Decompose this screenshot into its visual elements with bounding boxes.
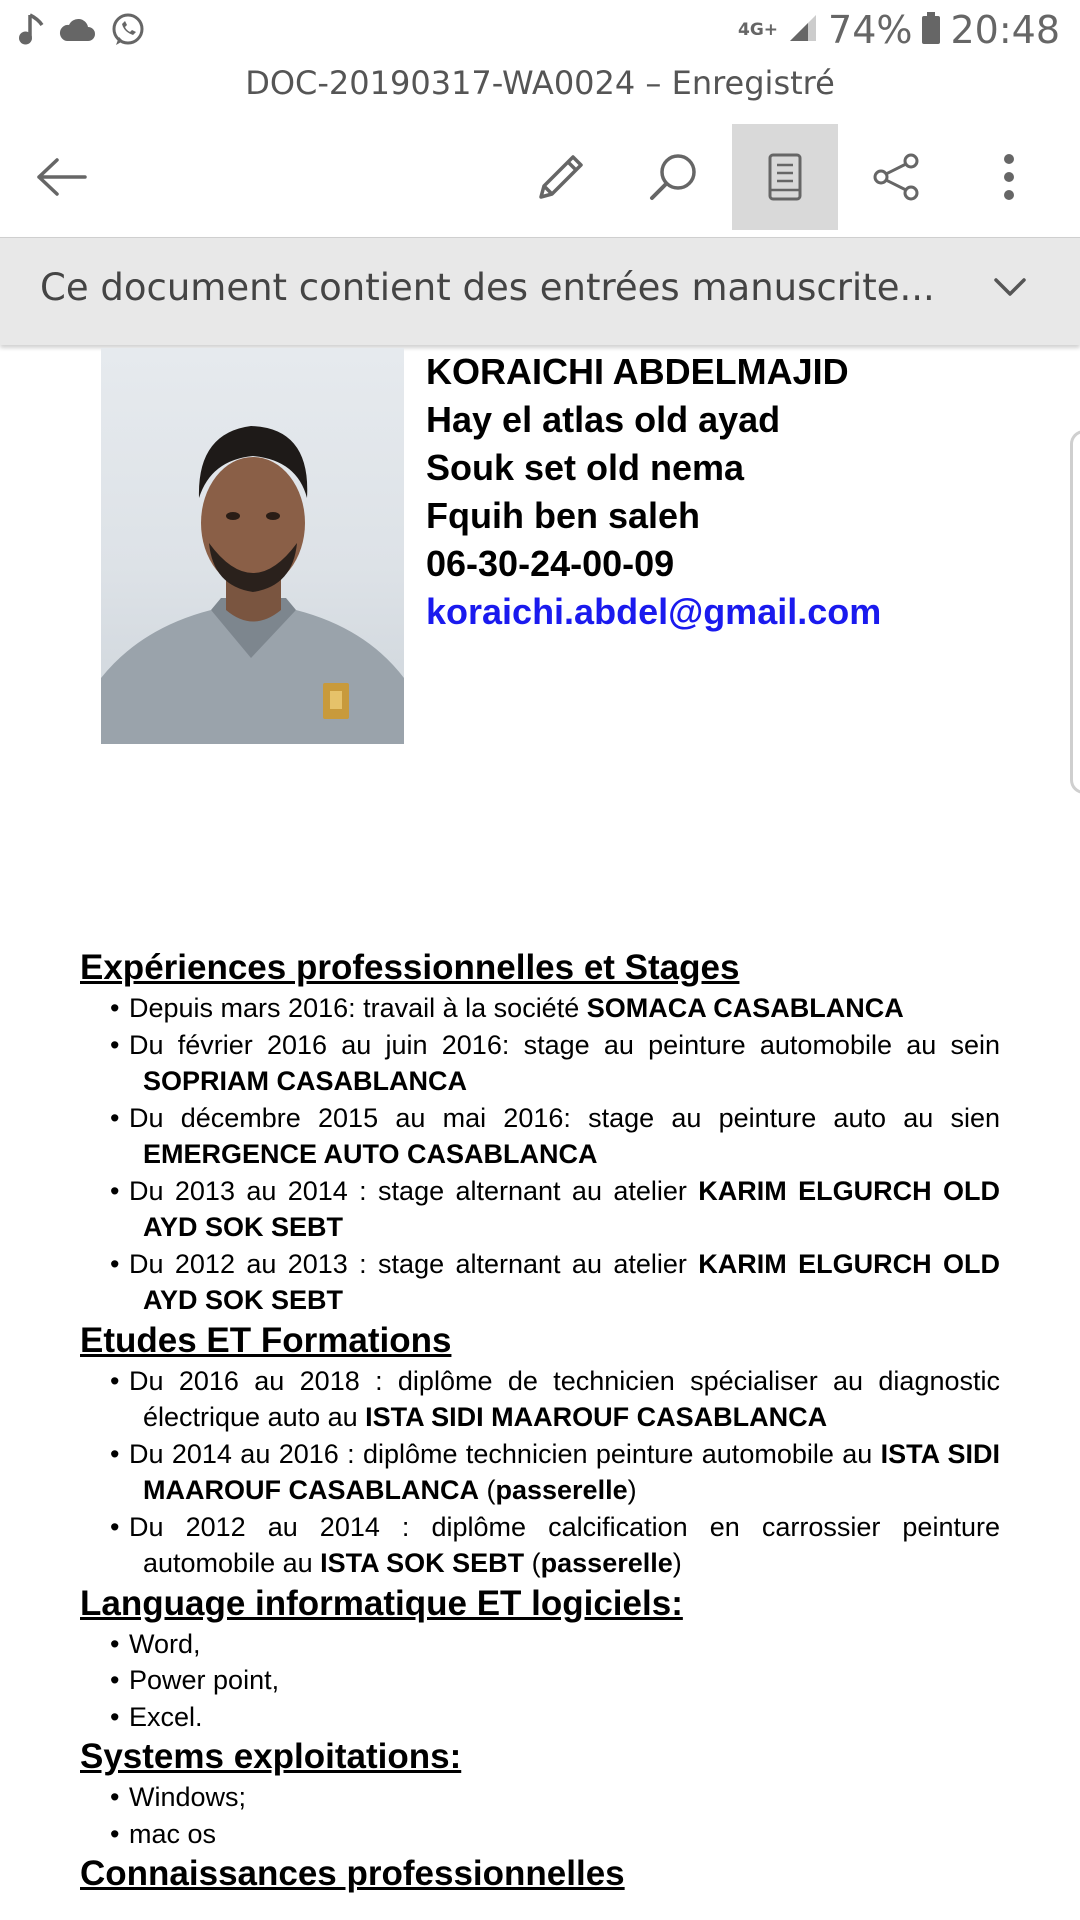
- reading-mode-button[interactable]: [732, 124, 838, 230]
- handwriting-notice-banner[interactable]: [0, 237, 1080, 345]
- search-button[interactable]: [620, 124, 726, 230]
- edit-button[interactable]: [508, 124, 614, 230]
- section-title-etudes: Etudes ET Formations: [80, 1320, 452, 1360]
- list-item: • Du 2012 au 2013 : stage alternant au atelier KARIM ELGURCH OLD AYD SOK SEBT: [80, 1246, 1000, 1319]
- etudes-list: [80, 1363, 1000, 1582]
- logiciels-list: [80, 1626, 1000, 1736]
- page-scroll-handle[interactable]: [1070, 430, 1080, 794]
- signal-icon: [788, 13, 818, 47]
- more-vert-icon: [1003, 153, 1015, 201]
- back-button[interactable]: [8, 124, 114, 230]
- email-link[interactable]: koraichi.abdel@gmail.com: [426, 591, 882, 632]
- list-item: • Du février 2016 au juin 2016: stage au peinture automobile au sein SOPRIAM CASABLANCA: [80, 1027, 1000, 1100]
- toolbar: [0, 120, 1080, 236]
- section-title-connaissances: Connaissances professionnelles: [80, 1854, 625, 1893]
- list-item: • Word,: [80, 1626, 1000, 1663]
- status-bar: [0, 0, 1080, 62]
- city: Fquih ben saleh: [426, 495, 701, 536]
- contact-block: [426, 348, 881, 636]
- list-item: • mac os: [80, 1816, 1000, 1853]
- experiences-list: [80, 990, 1000, 1319]
- reading-mode-icon: [767, 152, 803, 202]
- phone-number: 06-30-24-00-09: [426, 543, 675, 584]
- more-options-button[interactable]: [956, 124, 1062, 230]
- profile-photo: [101, 348, 404, 744]
- chevron-down-icon[interactable]: [990, 272, 1030, 307]
- battery-percent: 74%: [828, 8, 913, 52]
- back-arrow-icon: [35, 157, 87, 197]
- system-indicators: [738, 8, 1060, 52]
- section-title-systems: Systems exploitations:: [80, 1737, 462, 1776]
- music-note-icon: [18, 13, 44, 47]
- cv-body: [80, 946, 1000, 1896]
- document-viewer[interactable]: [0, 346, 1080, 1920]
- battery-icon: [922, 12, 940, 48]
- list-item: • Du 2014 au 2016 : diplôme technicien peinture automobile au ISTA SIDI MAAROUF CASABLANCA (passerelle): [80, 1436, 1000, 1509]
- clock: 20:48: [950, 8, 1060, 52]
- share-icon: [872, 152, 922, 202]
- document-title: DOC-20190317-WA0024 – Enregistré: [245, 64, 835, 102]
- list-item: • Depuis mars 2016: travail à la société SOMACA CASABLANCA: [80, 990, 1000, 1027]
- cloud-icon: [58, 17, 96, 43]
- notification-icons: [18, 12, 146, 48]
- list-item: • Power point,: [80, 1662, 1000, 1699]
- list-item: • Excel.: [80, 1699, 1000, 1736]
- list-item: • Du décembre 2015 au mai 2016: stage au peinture auto au sien EMERGENCE AUTO CASABLANCA: [80, 1100, 1000, 1173]
- list-item: • Windows;: [80, 1779, 1000, 1816]
- list-item: • Du 2013 au 2014 : stage alternant au atelier KARIM ELGURCH OLD AYD SOK SEBT: [80, 1173, 1000, 1246]
- candidate-name: KORAICHI ABDELMAJID: [426, 351, 849, 392]
- address-line-1: Hay el atlas old ayad: [426, 399, 781, 440]
- list-item: • Du 2012 au 2014 : diplôme calcification en carrossier peinture automobile au ISTA SOK SEBT (passerelle): [80, 1509, 1000, 1582]
- banner-text: Ce document contient des entrées manuscrite...: [40, 266, 935, 309]
- systems-list: [80, 1779, 1000, 1852]
- address-line-2: Souk set old nema: [426, 447, 745, 488]
- section-title-logiciels: Language informatique ET logiciels:: [80, 1583, 683, 1623]
- whatsapp-icon: [110, 12, 146, 48]
- pencil-icon: [535, 151, 587, 203]
- section-title-experiences: Expériences professionnelles et Stages: [80, 948, 740, 987]
- search-icon: [647, 151, 699, 203]
- list-item: • Du 2016 au 2018 : diplôme de technicien spécialiser au diagnostic électrique auto au ISTA SIDI MAAROUF CASABLANCA: [80, 1363, 1000, 1436]
- share-button[interactable]: [844, 124, 950, 230]
- network-type: 4G+: [737, 20, 779, 40]
